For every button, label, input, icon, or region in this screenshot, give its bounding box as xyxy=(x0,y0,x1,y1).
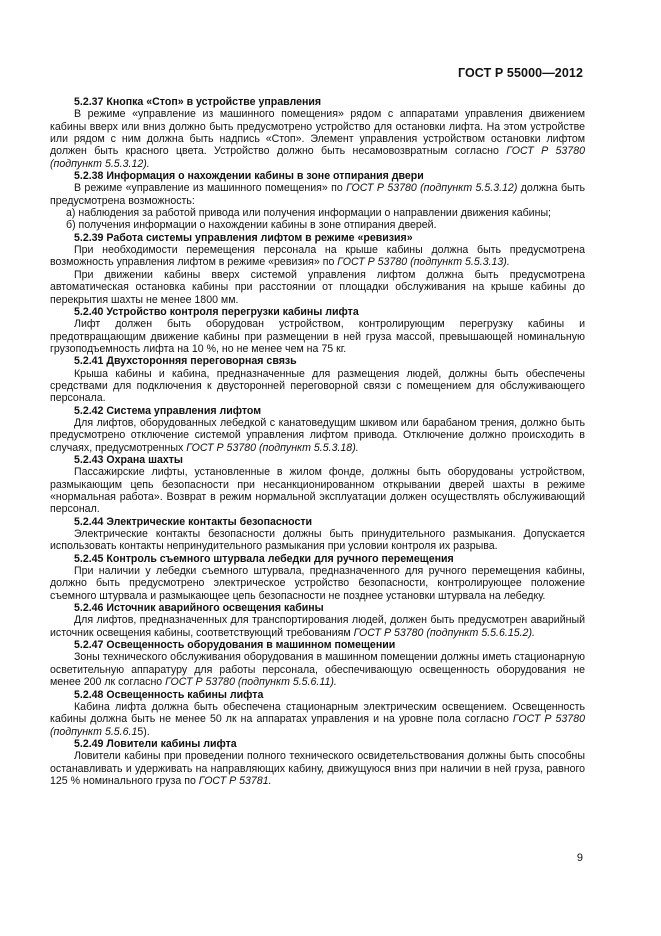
paragraph-text: Электрические контакты безопасности должны быть принудительного размыкания. Допускается использовать контакты непринудительного размыкания при условии контроля их разрыва. xyxy=(50,528,585,553)
paragraph xyxy=(50,318,585,355)
paragraph-text: Для лифтов, предназначенных для транспортирования людей, должен быть предусмотрен аварийный источник освещения кабины, соответствующий требованиям xyxy=(50,614,585,639)
paragraph xyxy=(50,182,585,207)
paragraph-text: Ловители кабины при проведении полного технического освидетельствования должны быть способны останавливать и удерживать на направляющих кабину, движущуюся вниз при наличии в ней груза, равного 125 % номинального груза по xyxy=(50,750,585,787)
paragraph xyxy=(50,368,585,405)
section xyxy=(50,689,585,738)
paragraph-text: При необходимости перемещения персонала на крыше кабины должна быть предусмотрена возможность управления лифтом в режиме «ревизия» по xyxy=(50,244,585,269)
paragraph-text: Пассажирские лифты, установленные в жилом фонде, должны быть оборудованы устройством, размыкающим цепь безопасности при несанкционированном открывании дверей шахты в режиме «нормальная работа». Возврат в режим нормальной эксплуатации должен осуществлять обслуживающий персонал. xyxy=(50,466,585,516)
paragraph-text: Лифт должен быть оборудован устройством, контролирующим перегрузку кабины и предотвращающим движение кабины при размещении в ней груза массой, превышающей номинальную грузоподъемность лифта на 10 %, но не менее чем на 75 кг. xyxy=(50,318,585,355)
section-heading: 5.2.38 Информация о нахождении кабины в зоне отпирания двери xyxy=(74,170,424,183)
paragraph-text: При наличии у лебедки съемного штурвала, предназначенного для ручного перемещения кабины, должно быть предусмотрено электрическое устройство безопасности, контролирующее положение съемного штурвала и размыкающее цепь безопасности не позднее установки штурвала на лебедку. xyxy=(50,565,585,602)
section-heading: 5.2.45 Контроль съемного штурвала лебедки для ручного перемещения xyxy=(74,552,454,565)
document-body xyxy=(50,96,585,787)
standard-reference: ГОСТ Р 53780 (подпункт 5.5.6.11). xyxy=(165,676,337,689)
paragraph-text: В режиме «управление из машинного помещения» рядом с аппаратами управления движением кабины вверх или вниз должно быть предусмотрено устройство для остановки лифта. На этом устройстве или рядом с ним должна быть надпись «Стоп». Элемент управления устройством остановки лифтом должен быть красного цвета. Устройство должно быть несамовозвратным согласно xyxy=(50,108,585,158)
section xyxy=(50,96,585,170)
paragraph-text: В режиме «управление из машинного помещения» по xyxy=(74,182,347,195)
section-heading: 5.2.47 Освещенность оборудования в машинном помещении xyxy=(74,639,396,652)
paragraph-text: 5). xyxy=(137,725,150,738)
paragraph xyxy=(50,528,585,553)
paragraph xyxy=(50,244,585,269)
paragraph-text: Зоны технического обслуживания оборудования в машинном помещении должны иметь стационарную осветительную аппаратуру для работы персонала, обеспечивающую освещенность оборудования не менее 200 лк согласно xyxy=(50,651,585,689)
section xyxy=(50,553,585,602)
paragraph xyxy=(50,269,585,306)
paragraph xyxy=(50,701,585,738)
standard-reference: ГОСТ Р 53780 (подпункт 5.5.3.12) xyxy=(346,182,518,195)
paragraph-text: Для лифтов, оборудованных лебедкой с канатоведущим шкивом или барабаном трения, должно быть предусмотрено отключение системой управления лифтом привода. Отключение должно происходить в случаях, предусмотренных xyxy=(50,416,585,454)
paragraph xyxy=(50,417,585,454)
paragraph xyxy=(50,750,585,787)
section-heading: 5.2.37 Кнопка «Стоп» в устройстве управления xyxy=(74,96,322,108)
section-heading: 5.2.44 Электрические контакты безопасности xyxy=(74,515,313,528)
paragraph xyxy=(50,614,585,639)
section xyxy=(50,639,585,688)
section xyxy=(50,232,585,306)
section xyxy=(50,306,585,355)
page-number: 9 xyxy=(576,852,583,864)
standard-reference: ГОСТ Р 53780 (подпункт 5.5.6.15.2). xyxy=(353,626,535,639)
standard-reference: ГОСТ Р 53780 (подпункт 5.5.6.1 xyxy=(50,713,585,738)
paragraph xyxy=(50,108,585,170)
section xyxy=(50,355,585,404)
section xyxy=(50,454,585,516)
section xyxy=(50,516,585,553)
section-heading: 5.2.49 Ловители кабины лифта xyxy=(74,737,237,750)
paragraph xyxy=(50,466,585,515)
standard-reference: ГОСТ Р 53780 (подпункт 5.5.3.18). xyxy=(186,441,359,454)
section-heading: 5.2.48 Освещенность кабины лифта xyxy=(74,688,264,701)
section xyxy=(50,738,585,787)
section xyxy=(50,170,585,232)
standard-reference: ГОСТ Р 53780 (подпункт 5.5.3.12). xyxy=(50,145,585,170)
section-heading: 5.2.41 Двухсторонняя переговорная связь xyxy=(74,355,297,368)
paragraph xyxy=(50,651,585,688)
section-heading: 5.2.43 Охрана шахты xyxy=(74,453,183,466)
document-header: ГОСТ Р 55000—2012 xyxy=(457,66,583,80)
standard-reference: ГОСТ Р 53780 (подпункт 5.5.3.13). xyxy=(337,256,510,269)
section-heading: 5.2.46 Источник аварийного освещения кабины xyxy=(74,602,324,615)
paragraph-text: должна быть предусмотрена возможность: xyxy=(50,182,585,207)
paragraph-text: При движении кабины вверх системой управления лифтом должна быть предусмотрена автоматическая остановка кабины при расстоянии от площадки обслуживания на крыше кабины до перекрытия шахты не менее 1800 мм. xyxy=(50,268,585,306)
section xyxy=(50,405,585,454)
standard-reference: ГОСТ Р 53781. xyxy=(198,774,272,787)
paragraph-text: Кабина лифта должна быть обеспечена стационарным электрическим освещением. Освещенность кабины должна быть не менее 50 лк на аппаратах управления и на уровне пола согласно xyxy=(50,700,585,726)
list-item: б) получения информации о нахождении кабины в зоне отпирания дверей. xyxy=(66,219,437,232)
paragraph xyxy=(50,565,585,602)
list-item: а) наблюдения за работой привода или получения информации о направлении движения кабины; xyxy=(66,207,551,220)
section-heading: 5.2.40 Устройство контроля перегрузки кабины лифта xyxy=(74,305,359,318)
section xyxy=(50,602,585,639)
paragraph-text: Крыша кабины и кабина, предназначенные для размещения людей, должны быть обеспечены средствами для подключения к двусторонней переговорной связи с помещением для обслуживающего персонала. xyxy=(50,367,585,405)
section-heading: 5.2.39 Работа системы управления лифтом в режиме «ревизия» xyxy=(74,231,413,244)
section-heading: 5.2.42 Система управления лифтом xyxy=(74,404,262,417)
